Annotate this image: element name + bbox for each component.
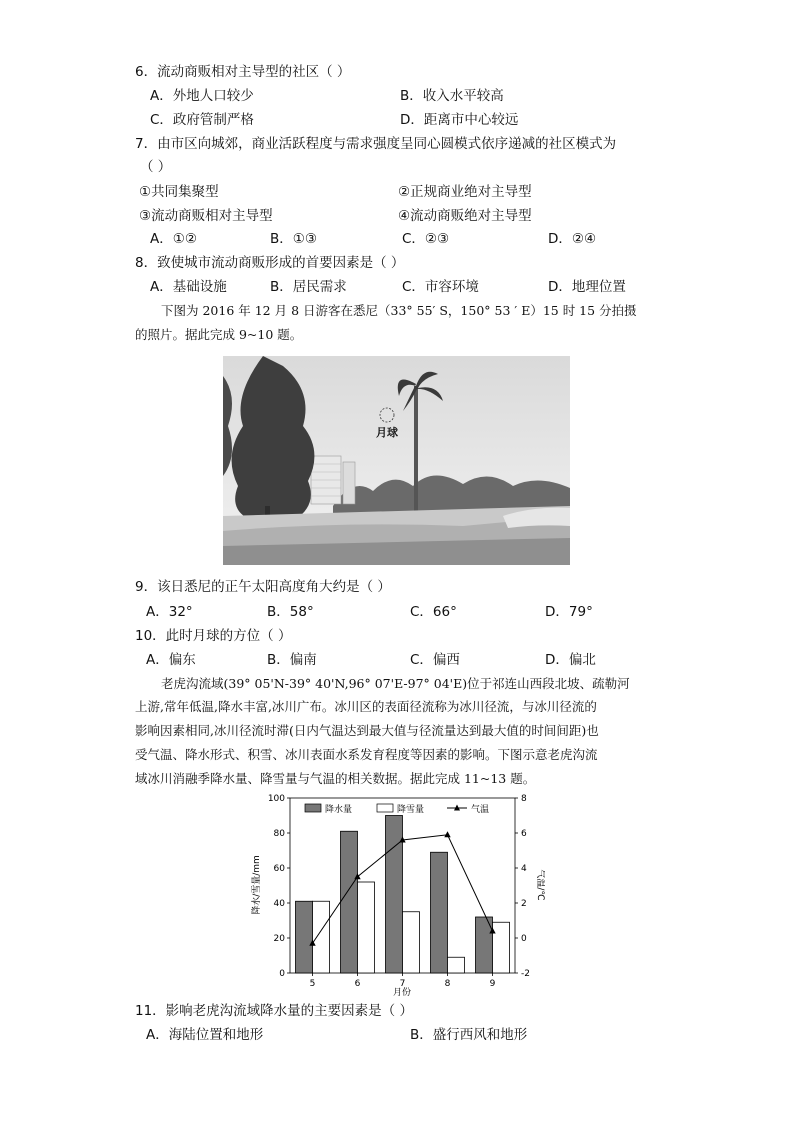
legend-swatch-precipitation — [305, 804, 321, 812]
intro-laohugou-line-2: 上游,常年低温,降水丰富,冰川广布。冰川区的表面径流称为冰川径流，与冰川径流的 — [135, 699, 597, 714]
q6-stem: 6．流动商贩相对主导型的社区（ ） — [135, 64, 351, 80]
q11-option-b: B．盛行西风和地形 — [410, 1027, 528, 1043]
q10-stem: 10．此时月球的方位（ ） — [135, 628, 292, 644]
y2-tick-label: 6 — [521, 829, 527, 839]
q9-option-b: B．58° — [267, 604, 314, 620]
bar-precipitation — [341, 831, 358, 973]
x-tick-label: 9 — [489, 979, 496, 989]
q8-stem: 8．致使城市流动商贩形成的首要因素是（ ） — [135, 255, 405, 271]
q10-option-c: C．偏西 — [410, 652, 460, 668]
y2-tick-label: 4 — [521, 864, 527, 874]
bar-snowfall — [493, 922, 510, 973]
q7-option-b: B．①③ — [270, 231, 317, 247]
q10-option-d: D．偏北 — [545, 652, 596, 668]
q7-item-2: ②正规商业绝对主导型 — [398, 184, 532, 200]
y-tick-label: 20 — [273, 934, 285, 944]
q7-item-1: ①共同集聚型 — [139, 184, 219, 200]
q10-option-b: B．偏南 — [267, 652, 317, 668]
bar-snowfall — [358, 882, 375, 973]
q8-option-d: D．地理位置 — [548, 279, 626, 295]
q9-option-a: A．32° — [146, 604, 193, 620]
sydney-moon-photo — [223, 356, 570, 565]
bar-precipitation — [296, 901, 313, 973]
q7-item-3: ③流动商贩相对主导型 — [139, 208, 273, 224]
q6-option-a: A．外地人口较少 — [150, 88, 254, 104]
precipitation-temperature-chart — [245, 788, 545, 1000]
q11-stem: 11．影响老虎沟流域降水量的主要因素是（ ） — [135, 1003, 413, 1019]
bar-snowfall — [448, 957, 465, 973]
intro-laohugou-line-1: 老虎沟流域(39° 05'N-39° 40'N,96° 07'E-97° 04'E)位于祁连山西段北坡、疏勒河 — [161, 676, 630, 691]
q6-option-b: B．收入水平较高 — [400, 88, 504, 104]
legend-label-snowfall: 降雪量 — [397, 805, 425, 815]
moon-label: 月球 — [376, 426, 398, 439]
temperature-point — [444, 831, 450, 837]
q11-option-a: A．海陆位置和地形 — [146, 1027, 264, 1043]
y2-tick-label: 2 — [521, 899, 527, 909]
y-tick-label: 80 — [273, 829, 285, 839]
q9-option-d: D．79° — [545, 604, 593, 620]
x-tick-label: 6 — [354, 979, 361, 989]
q7-option-c: C．②③ — [402, 231, 450, 247]
bar-precipitation — [431, 852, 448, 973]
q7-stem-paren: （ ） — [140, 159, 172, 175]
q8-option-c: C．市容环境 — [402, 279, 479, 295]
intro-laohugou-line-4: 受气温、降水形式、积雪、冰川表面水系发育程度等因素的影响。下图示意老虎沟流 — [135, 747, 598, 762]
y-tick-label: 40 — [273, 899, 285, 909]
intro-laohugou-line-3: 影响因素相同,冰川径流时滞(日内气温达到最大值与径流量达到最大值的时间间距)也 — [135, 723, 599, 738]
chart-x-axis-label: 月份 — [392, 988, 412, 998]
q9-stem: 9．该日悉尼的正午太阳高度角大约是（ ） — [135, 579, 391, 595]
q7-option-a: A．①② — [150, 231, 197, 247]
q7-stem: 7．由市区向城郊，商业活跃程度与需求强度呈同心圆模式依序递减的社区模式为 — [135, 136, 617, 152]
intro-laohugou-line-5: 域冰川消融季降水量、降雪量与气温的相关数据。据此完成 11~13 题。 — [135, 771, 536, 786]
q7-option-d: D．②④ — [548, 231, 597, 247]
legend-label-temperature: 气温 — [471, 805, 490, 815]
q9-option-c: C．66° — [410, 604, 457, 620]
intro-sydney-line-1: 下图为 2016 年 12 月 8 日游客在悉尼（33° 55′ S，150° 53 ′ E）15 时 15 分拍摄 — [161, 303, 637, 318]
bar-precipitation — [386, 816, 403, 974]
q10-option-a: A．偏东 — [146, 652, 196, 668]
q6-option-c: C．政府管制严格 — [150, 112, 254, 128]
legend-swatch-snowfall — [377, 804, 393, 812]
x-tick-label: 5 — [309, 979, 316, 989]
bar-snowfall — [313, 901, 330, 973]
intro-sydney-line-2: 的照片。据此完成 9~10 题。 — [135, 327, 303, 342]
y-tick-label: 60 — [273, 864, 285, 874]
q8-option-a: A．基础设施 — [150, 279, 227, 295]
chart-y2-axis-label: 气温/℃ — [535, 869, 545, 901]
y-tick-label: 0 — [279, 969, 285, 979]
y2-tick-label: 8 — [521, 794, 527, 804]
legend-label-precipitation: 降水量 — [325, 805, 353, 815]
y2-tick-label: -2 — [521, 969, 530, 979]
bar-snowfall — [403, 912, 420, 973]
q7-item-4: ④流动商贩绝对主导型 — [398, 208, 532, 224]
y2-tick-label: 0 — [521, 934, 527, 944]
x-tick-label: 7 — [399, 979, 406, 989]
q6-option-d: D．距离市中心较远 — [400, 112, 519, 128]
chart-y-axis-label: 降水/雪量/mm — [252, 855, 262, 915]
y-tick-label: 100 — [267, 794, 285, 804]
q8-option-b: B．居民需求 — [270, 279, 347, 295]
x-tick-label: 8 — [444, 979, 451, 989]
